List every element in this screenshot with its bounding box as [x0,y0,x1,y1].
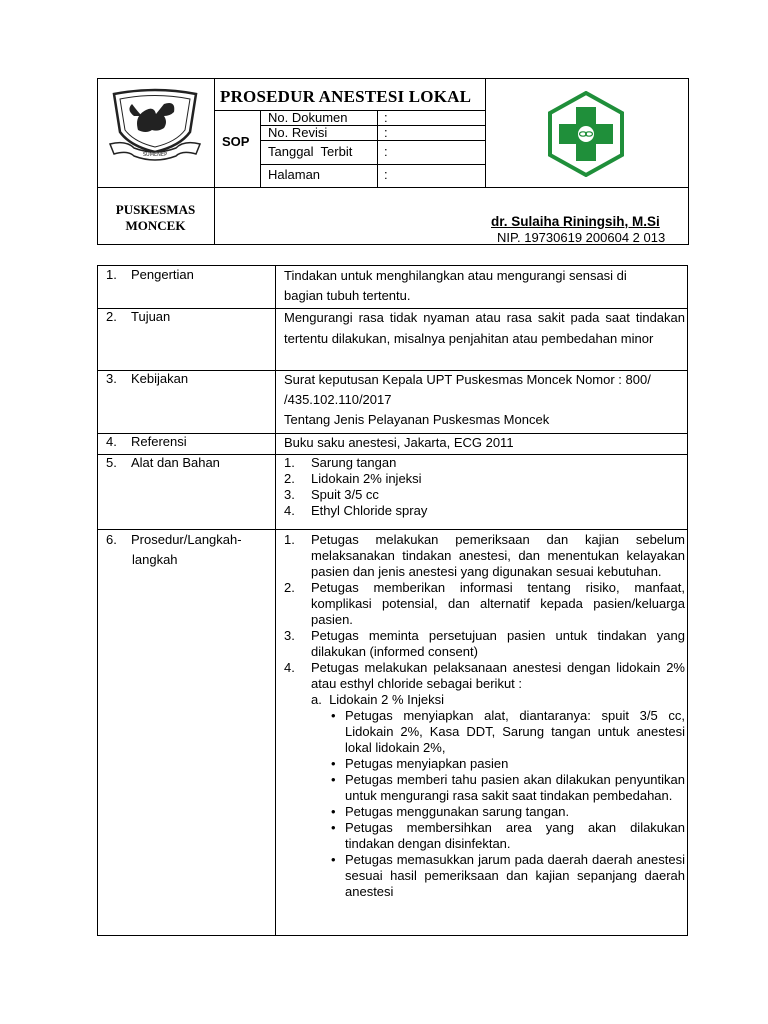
row-label: Alat dan Bahan [131,455,220,470]
row-label: Tujuan [131,309,171,324]
row-label: Kebijakan [131,371,189,386]
sop-table [97,265,688,936]
row-label: Referensi [131,434,187,449]
row-content: Surat keputusan Kepala UPT Puskesmas Moncek Nomor : 800/ /435.102.110/2017 Tentang Jenis Pelayanan Puskesmas Moncek [284,372,651,427]
procedure-steps [284,532,685,900]
page-title: PROSEDUR ANESTESI LOKAL [220,87,472,106]
row-number: 4. [106,434,117,449]
list-item: 2. Petugas memberikan informasi tentang risiko, manfaat, komplikasi potensial, dan alternatif kepada pasien/keluarga pasien. [284,580,685,627]
sub-section-label: a. Lidokain 2 % Injeksi [311,692,444,707]
list-item: 3. Spuit 3/5 cc [284,487,379,502]
row-number: 5. [106,455,117,470]
list-item: • Petugas memasukkan jarum pada daerah daerah anestesi sesuai hasil pemeriksaan dan kajian sepanjang daerah anestesi [331,852,685,899]
field-label-tanggal-terbit: Tanggal Terbit [268,144,353,159]
table-row-prosedur [98,529,687,935]
list-item: • Petugas menyiapkan alat, diantaranya: spuit 3/5 cc, Lidokain 2%, Kasa DDT, Sarung tangan untuk anestesi lokal lidokain 2%, [331,708,685,755]
field-label-no-revisi: No. Revisi [268,125,328,140]
field-colon: : [384,167,388,182]
sop-label: SOP [222,134,250,149]
list-item: 1. Petugas melakukan pemeriksaan dan kajian sebelum melaksanakan tindakan anestesi, dan menentukan kelayakan pasien dan jenis anestesi yang digunakan sesuai kebutuhan. [284,532,685,579]
list-item: 1. Sarung tangan [284,455,397,470]
field-colon: : [384,144,388,159]
row-content: Mengurangi rasa tidak nyaman atau rasa sakit pada saat tindakan tertentu dilakukan, misalnya penjahitan atau pembedahan minor [284,310,685,346]
signatory-nip: NIP. 19730619 200604 2 013 [497,230,666,245]
list-item: • Petugas menyiapkan pasien [331,756,509,771]
equipment-list [284,455,685,519]
row-number: 6. [106,532,117,547]
list-item: • Petugas membersihkan area yang akan dilakukan tindakan dengan disinfektan. [331,820,685,851]
table-row-tujuan [98,308,687,371]
row-number: 3. [106,371,117,386]
svg-text:SUMENEP: SUMENEP [142,152,168,158]
list-item: 3. Petugas meminta persetujuan pasien untuk tindakan yang dilakukan (informed consent) [284,628,685,659]
puskesmas-logo [543,91,629,177]
row-content: Buku saku anestesi, Jakarta, ECG 2011 [284,435,514,450]
field-label-halaman: Halaman [268,167,321,182]
org-name: PUSKESMAS MONCEK [115,202,196,233]
table-row-referensi [98,433,687,455]
signatory-name: dr. Sulaiha Riningsih, M.Si [491,214,660,229]
row-label: Prosedur/Langkah- langkah [131,532,242,567]
list-item: 4. Petugas melakukan pelaksanaan anestesi dengan lidokain 2% atau esthyl chloride sebagai berikut : [284,660,685,691]
list-item: 2. Lidokain 2% injeksi [284,471,422,486]
district-emblem-logo [104,86,206,166]
row-label: Pengertian [131,267,194,282]
field-label-no-dokumen: No. Dokumen [268,110,348,125]
table-row-kebijakan [98,370,687,434]
list-item: • Petugas memberi tahu pasien akan dilakukan penyuntikan untuk mengurangi rasa sakit saat tindakan pembedahan. [331,772,685,803]
table-row-alat-dan-bahan [98,454,687,530]
table-row-pengertian [98,266,687,309]
field-colon: : [384,110,388,125]
list-item: • Petugas menggunakan sarung tangan. [331,804,570,819]
list-item: 4. Ethyl Chloride spray [284,503,428,518]
field-colon: : [384,125,388,140]
row-content: Tindakan untuk menghilangkan atau mengurangi sensasi di bagian tubuh tertentu. [284,268,627,303]
row-number: 2. [106,309,117,324]
row-number: 1. [106,267,117,282]
